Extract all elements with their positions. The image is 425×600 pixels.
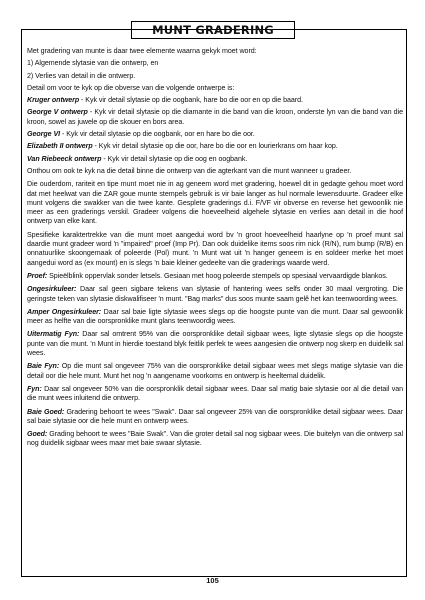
paragraph: Met gradering van munte is daar twee elemente waarna gekyk moet word: bbox=[27, 47, 257, 55]
grade-name: Goed: bbox=[27, 430, 48, 439]
page-title-box bbox=[131, 21, 295, 39]
design-name: Elizabeth II ontwerp bbox=[27, 142, 93, 151]
grade-name: Proef: bbox=[27, 271, 48, 280]
design-name: George V ontwerp bbox=[27, 108, 88, 117]
grade-definition: Proef: Spieëlblink oppervlak sonder letsels. Gesiaan met hoog poleerde stempels op spesiaal vervaardigde blankos. bbox=[27, 271, 388, 280]
grade-name: Amper Ongesirkuleer: bbox=[27, 307, 102, 316]
paragraph: George V ontwerp - Kyk vir detail slytasie op die diamante in die band van die kroon, onderste lyn van die band van die kroon, sowel as juwele op die skouer en bors area. bbox=[27, 108, 403, 126]
list-item: 2) Verlies van detail in die ontwerp. bbox=[27, 71, 136, 80]
grade-name: Baie Fyn: bbox=[27, 362, 60, 371]
grade-name: Baie Goed: bbox=[27, 407, 65, 416]
grade-name: Ongesirkuleer: bbox=[27, 285, 77, 294]
paragraph: Spesifieke karaktertrekke van die munt moet aangedui word bv 'n groot hoeveelheid haarlyne op 'n proef munt sal daardie munt gradeer word 'n "impaired" proef (Imp Pr). Dan ook duidelike items soos rim nick (R/N), rum bump (R/B) en onnatuurlike skoongemaak of poleerde (Pol) munt. 'n Munt wat uit 'n hanger geneem is en soldeer merke het moet aangedui word as (ex mount) en is slegs 'n baie kleiner gedeelte van die graderings waarde werd. bbox=[27, 230, 403, 267]
grade-definition: Ongesirkuleer: Daar sal geen sigbare tekens van slytasie of hantering wees selfs onder 30 maal vergroting. Die geringste teken van slytasie diskwalifiseer 'n munt. "Bag marks" dus soos munte saam gelê het kan teenwoording wees. bbox=[27, 285, 403, 303]
body-text bbox=[27, 47, 403, 453]
grade-definition: Fyn: Daar sal ongeveer 50% van die oorspronklik detail sigbaar wees. Daar sal matig baie slytasie oor al die detail van die munt wees inluitend die ontwerp. bbox=[27, 384, 403, 403]
grade-definition: Goed: Grading behoort te wees "Baie Swak". Van die groter detail sal nog sigbaar wees. Die buitelyn van die ontwerp sal nog duidelik sigbaar wees maar met baie swaar slytasie. bbox=[27, 430, 403, 448]
grade-name: Fyn: bbox=[27, 384, 42, 393]
paragraph: Onthou om ook te kyk na die detail binne die ontwerp van die agterkant van die munt wanneer u gradeer. bbox=[27, 166, 352, 175]
grade-definition: Baie Fyn: Op die munt sal ongeveer 75% van die oorspronklike detail sigbaar wees met slegs matige slytasie van die detail oor die hele munt. Munt het nog 'n aangename voorkoms en ontwerp is heeltemal duidelik. bbox=[27, 362, 404, 380]
list-item: 1) Algemende slytasie van die ontwerp, en bbox=[27, 59, 159, 68]
paragraph: Van Riebeeck ontwerp - Kyk vir detail slytasie op die oog en oogbank. bbox=[27, 154, 248, 163]
design-name: Van Riebeeck ontwerp bbox=[27, 154, 102, 163]
paragraph: George VI - Kyk vir detail slytasie op die oogbank, oor en hare bo die oor. bbox=[27, 130, 255, 139]
paragraph: Kruger ontwerp - Kyk vir detail slytasie op die oogbank, hare bo die oor en op die baard. bbox=[27, 96, 303, 105]
grade-definition: Uitermatig Fyn: Daar sal omtrent 95% van die oorspronklike detail sigbaar wees, ligte slytasie slegs op die hoogste punte van die munt. 'n Munt in hierdie toestand blyk feitlik perfek te wees aangesien die ontwerp nog skerp en duidelik sal wees. bbox=[27, 330, 403, 358]
design-name: Kruger ontwerp bbox=[27, 96, 80, 105]
design-name: George VI bbox=[27, 130, 61, 139]
grade-definition: Baie Goed: Gradering behoort te wees "Swak". Daar sal ongeveer 25% van die oorspronklike detail sigbaar wees. Daar sal baie slytasie oor die hele munt en ontwerp wees. bbox=[27, 407, 403, 425]
page-title: MUNT GRADERING bbox=[152, 23, 274, 37]
grade-definition: Amper Ongesirkuleer: Daar sal baie ligte slytasie wees slegs op die hoogste punte van die munt. Daar sal gewoonlik meer as helfte van die oorspronklike munt glans teenwoordig wees. bbox=[27, 307, 403, 326]
paragraph: Elizabeth II ontwerp - Kyk vir detail slytasie op die oor, hare bo die oor en lourierkrans om haar kop. bbox=[27, 142, 338, 151]
paragraph: Detail om voor te kyk op die obverse van die volgende ontwerpe is: bbox=[27, 83, 235, 92]
paragraph: Die ouderdom, rariteit en tipe munt moet nie in ag geneem word met gradering, hoewel dit in gedagte gehou moet word dat met heelwat van die ZAR goue munte stempels gebruik is vir baie langer as hul normale lewensduurte. Gradeer elke munt volgens die swakker van die twee kante. Gesplete graderings d.i. F/VF vir obverse en reverse het gewoonlik nie meer as een graderings verskil. Gradeer volgens die hoeveelheid algehele slytasie en verlies aan detail in die hoof ontwerp van elke kant. bbox=[27, 180, 403, 226]
grade-name: Uitermatig Fyn: bbox=[27, 330, 80, 339]
page-number: 105 bbox=[206, 576, 219, 585]
